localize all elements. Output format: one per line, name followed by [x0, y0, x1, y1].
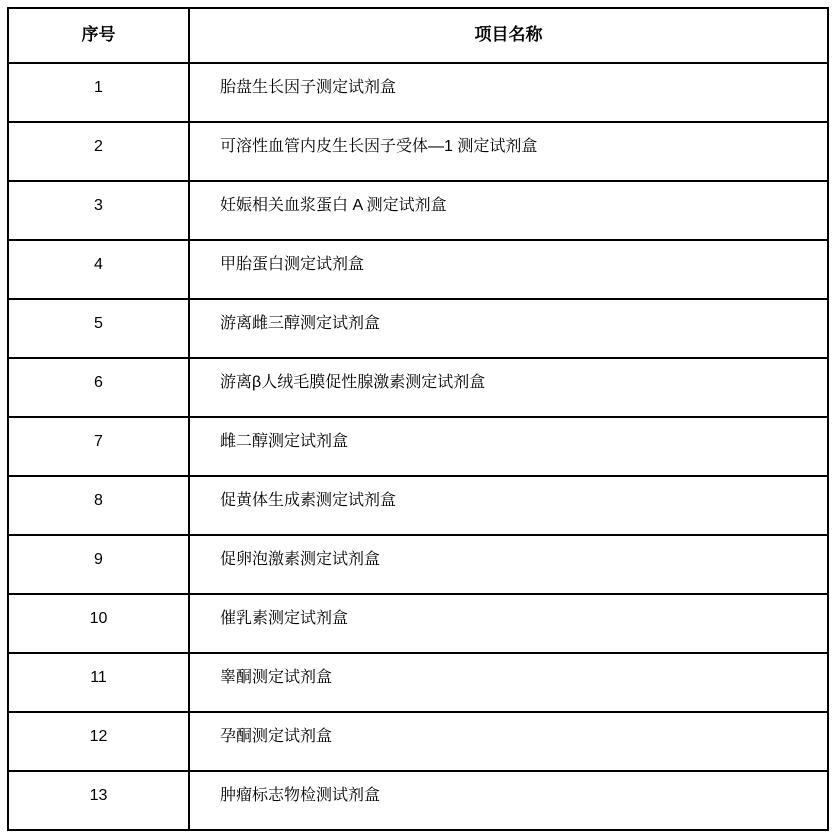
table-header-row [8, 8, 828, 63]
table-row [8, 122, 828, 181]
row-project-name: 胎盘生长因子测定试剂盒 [189, 63, 828, 122]
project-list-table [7, 7, 829, 831]
table-row [8, 358, 828, 417]
row-project-name: 孕酮测定试剂盒 [189, 712, 828, 771]
table-row [8, 63, 828, 122]
table-row [8, 653, 828, 712]
row-index: 4 [8, 240, 189, 299]
row-index: 10 [8, 594, 189, 653]
row-index: 13 [8, 771, 189, 830]
table-row [8, 181, 828, 240]
row-index: 11 [8, 653, 189, 712]
table-row [8, 476, 828, 535]
row-project-name: 游离雌三醇测定试剂盒 [189, 299, 828, 358]
table-row [8, 240, 828, 299]
table-row [8, 594, 828, 653]
row-index: 12 [8, 712, 189, 771]
row-project-name: 肿瘤标志物检测试剂盒 [189, 771, 828, 830]
row-project-name: 促卵泡激素测定试剂盒 [189, 535, 828, 594]
table-row [8, 535, 828, 594]
row-index: 2 [8, 122, 189, 181]
row-project-name: 睾酮测定试剂盒 [189, 653, 828, 712]
row-project-name: 妊娠相关血浆蛋白 A 测定试剂盒 [189, 181, 828, 240]
row-project-name: 可溶性血管内皮生长因子受体—1 测定试剂盒 [189, 122, 828, 181]
row-index: 8 [8, 476, 189, 535]
row-index: 3 [8, 181, 189, 240]
row-project-name: 催乳素测定试剂盒 [189, 594, 828, 653]
row-project-name: 甲胎蛋白测定试剂盒 [189, 240, 828, 299]
header-index: 序号 [8, 8, 189, 63]
table-row [8, 712, 828, 771]
row-project-name: 促黄体生成素测定试剂盒 [189, 476, 828, 535]
table-row [8, 417, 828, 476]
table-row [8, 299, 828, 358]
row-project-name: 雌二醇测定试剂盒 [189, 417, 828, 476]
header-project-name: 项目名称 [189, 8, 828, 63]
row-index: 5 [8, 299, 189, 358]
row-index: 6 [8, 358, 189, 417]
row-index: 1 [8, 63, 189, 122]
row-project-name: 游离β人绒毛膜促性腺激素测定试剂盒 [189, 358, 828, 417]
table-row [8, 771, 828, 830]
row-index: 9 [8, 535, 189, 594]
row-index: 7 [8, 417, 189, 476]
